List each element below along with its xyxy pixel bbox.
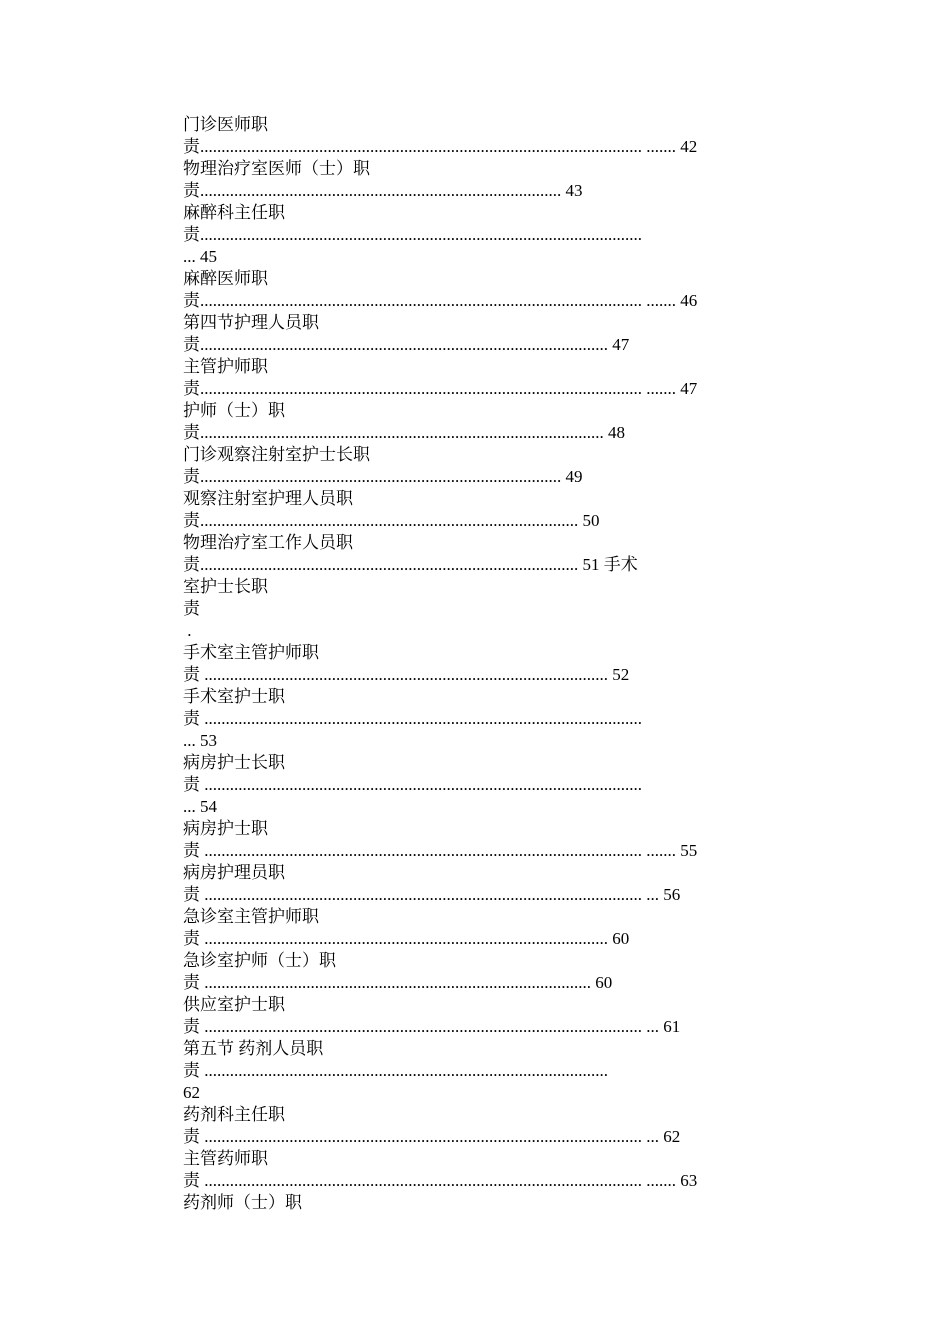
toc-line: 责......................................................................................... 50 bbox=[183, 511, 600, 530]
toc-line: 责 ....................................................................................................... ... 62 bbox=[183, 1127, 681, 1146]
toc-line: 责 bbox=[183, 599, 200, 618]
toc-line: 手术室护士职 bbox=[183, 687, 285, 706]
toc-line: 门诊观察注射室护士长职 bbox=[183, 445, 370, 464]
toc-line: 门诊医师职 bbox=[183, 115, 268, 134]
toc-line: 责......................................................................................... 51 手术 bbox=[183, 555, 638, 574]
toc-line: 责 ............................................................................................... 52 bbox=[183, 665, 630, 684]
toc-line: 观察注射室护理人员职 bbox=[183, 489, 353, 508]
toc-line: 室护士长职 bbox=[183, 577, 268, 596]
toc-line: 第四节护理人员职 bbox=[183, 313, 319, 332]
toc-line: 手术室主管护师职 bbox=[183, 643, 319, 662]
toc-line: 病房护士长职 bbox=[183, 753, 285, 772]
toc-line: 物理治疗室工作人员职 bbox=[183, 533, 353, 552]
toc-line: 护师（士）职 bbox=[183, 401, 285, 420]
toc-line: 主管护师职 bbox=[183, 357, 268, 376]
toc-line: 责........................................................................................................ ....... 46 bbox=[183, 291, 698, 310]
toc-line: 主管药师职 bbox=[183, 1149, 268, 1168]
toc-line: 责........................................................................................................ ....... 42 bbox=[183, 137, 698, 156]
toc-line: 麻醉医师职 bbox=[183, 269, 268, 288]
toc-line: 责 ....................................................................................................... ... 61 bbox=[183, 1017, 681, 1036]
toc-line: . bbox=[183, 621, 192, 640]
toc-line: 责 ....................................................................................................... bbox=[183, 775, 642, 794]
toc-line: 急诊室护师（士）职 bbox=[183, 951, 336, 970]
table-of-contents bbox=[183, 114, 783, 1214]
toc-line: ... 54 bbox=[183, 797, 217, 816]
toc-line: 急诊室主管护师职 bbox=[183, 907, 319, 926]
toc-line: 责 ....................................................................................................... ....... 55 bbox=[183, 841, 698, 860]
toc-line: 62 bbox=[183, 1083, 200, 1102]
toc-line: 责 ....................................................................................................... bbox=[183, 709, 642, 728]
toc-line: 供应室护士职 bbox=[183, 995, 285, 1014]
toc-line: 药剂师（士）职 bbox=[183, 1193, 302, 1212]
toc-line: 责 ....................................................................................................... ....... 63 bbox=[183, 1171, 698, 1190]
toc-line: 责........................................................................................................ bbox=[183, 225, 642, 244]
toc-line: 责............................................................................................... 48 bbox=[183, 423, 625, 442]
toc-line: 责 ............................................................................................... 60 bbox=[183, 929, 630, 948]
toc-line: 病房护理员职 bbox=[183, 863, 285, 882]
toc-line: 麻醉科主任职 bbox=[183, 203, 285, 222]
toc-line: 病房护士职 bbox=[183, 819, 268, 838]
toc-line: 责................................................................................................ 47 bbox=[183, 335, 630, 354]
toc-line: 责 ........................................................................................... 60 bbox=[183, 973, 613, 992]
toc-line: 责..................................................................................... 43 bbox=[183, 181, 583, 200]
toc-line: 责 ............................................................................................... bbox=[183, 1061, 608, 1080]
toc-line: ... 45 bbox=[183, 247, 217, 266]
toc-line: 责 ....................................................................................................... ... 56 bbox=[183, 885, 681, 904]
toc-line: ... 53 bbox=[183, 731, 217, 750]
toc-line: 责........................................................................................................ ....... 47 bbox=[183, 379, 698, 398]
toc-line: 药剂科主任职 bbox=[183, 1105, 285, 1124]
toc-line: 物理治疗室医师（士）职 bbox=[183, 159, 370, 178]
toc-line: 第五节 药剂人员职 bbox=[183, 1039, 324, 1058]
toc-line: 责..................................................................................... 49 bbox=[183, 467, 583, 486]
